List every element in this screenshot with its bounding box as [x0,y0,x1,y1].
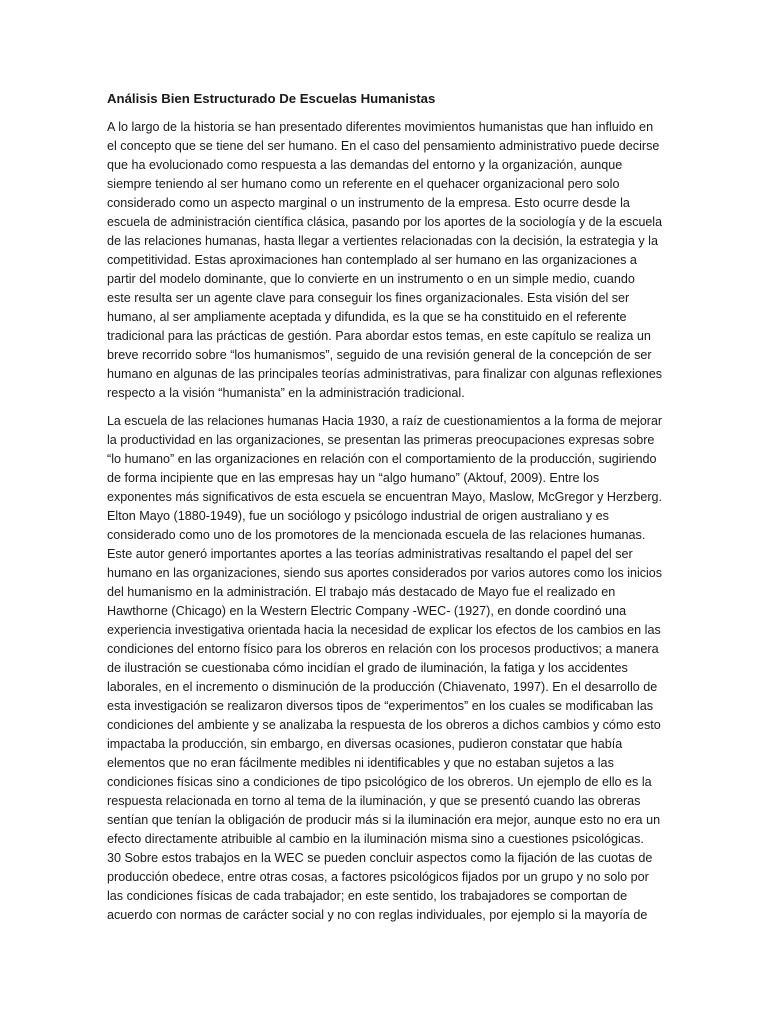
document-page [107,89,662,934]
text-line: exponentes más significativos de esta escuela se encuentran Mayo, Maslow, McGregor y Herzberg. [107,490,662,504]
text-line: experiencia investigativa orientada hacia la necesidad de explicar los efectos de los cambios en las [107,623,661,637]
text-line: breve recorrido sobre “los humanismos”, seguido de una revisión general de la concepción de ser [107,348,652,362]
text-line: la productividad en las organizaciones, se presentan las primeras preocupaciones expresas sobre [107,433,655,447]
text-line: este resulta ser un agente clave para conseguir los fines organizacionales. Esta visión del ser [107,291,630,305]
text-line: condiciones físicas sino a condiciones de tipo psicológico de los obreros. Un ejemplo de ello es la [107,775,652,789]
text-line: de las relaciones humanas, hasta llegar a vertientes relacionadas con la decisión, la estrategia y la [107,234,658,248]
text-line: humano en algunas de las principales teorías administrativas, para finalizar con algunas reflexiones [107,367,663,381]
text-line: “lo humano” en las organizaciones en relación con el comportamiento de la producción, sugiriendo [107,452,657,466]
text-line: laborales, en el incremento o disminución de la producción (Chiavenato, 1997). En el desarrollo de [107,680,658,694]
text-line: esta investigación se realizaron diversos tipos de “experimentos” en los cuales se modificaban las [107,699,654,713]
text-line: que ha evolucionado como respuesta a las demandas del entorno y la organización, aunque [107,158,623,172]
text-line: humano, al ser ampliamente aceptada y difundida, es la que se ha constituido en el referente [107,310,627,324]
text-line: tradicional para las prácticas de gestión. Para abordar estos temas, en este capítulo se realiza un [107,329,651,343]
text-line: humano en las organizaciones, siendo sus aportes considerados por varios autores como los inicios [107,566,663,580]
text-line: Hawthorne (Chicago) en la Western Electric Company -WEC- (1927), en donde coordinó una [107,604,627,618]
paragraph-human-relations [107,412,662,925]
text-line: considerado como un aspecto marginal o un instrumento de la empresa. Esto ocurre desde la [107,196,630,210]
text-line: siempre teniendo al ser humano como un referente en el quehacer organizacional pero solo [107,177,620,191]
document-title: Análisis Bien Estructurado De Escuelas Humanistas [107,91,436,106]
text-line: elementos que no eran fácilmente medibles ni identificables y que no estaban sujetos a las [107,756,614,770]
text-line: Este autor generó importantes aportes a las teorías administrativas resaltando el papel del ser [107,547,633,561]
text-line: respuesta relacionada en torno al tema de la iluminación, y que se presentó cuando las obreras [107,794,641,808]
text-line: Elton Mayo (1880-1949), fue un sociólogo y psicólogo industrial de origen australiano y es [107,509,609,523]
text-line: partir del modelo dominante, que lo convierte en un instrumento o en un simple medio, cuando [107,272,635,286]
text-line: del humanismo en la administración. El trabajo más destacado de Mayo fue el realizado en [107,585,616,599]
text-line: competitividad. Estas aproximaciones han contemplado al ser humano en las organizaciones a [107,253,637,267]
text-line: considerado como uno de los promotores de la mencionada escuela de las relaciones humanas. [107,528,646,542]
text-line: respecto a la visión “humanista” en la administración tradicional. [107,386,465,400]
text-line: de ilustración se cuestionaba cómo incidían el grado de iluminación, la fatiga y los accidentes [107,661,628,675]
text-line: impactaba la producción, sin embargo, en diversas ocasiones, pudieron constatar que había [107,737,623,751]
text-line: acuerdo con normas de carácter social y no con reglas individuales, por ejemplo si la mayoría de [107,908,648,922]
text-line: condiciones del entorno físico para los obreros en relación con los procesos productivos; a manera [107,642,659,656]
text-line: A lo largo de la historia se han presentado diferentes movimientos humanistas que han influido en [107,120,654,134]
text-line: de forma incipiente que en las empresas hay un “algo humano” (Aktouf, 2009). Entre los [107,471,600,485]
text-line: escuela de administración científica clásica, pasando por los aportes de la sociología y de la escuela [107,215,662,229]
paragraph-intro [107,118,662,403]
text-line: el concepto que se tiene del ser humano. En el caso del pensamiento administrativo puede decirse [107,139,660,153]
text-line: sentían que tenían la obligación de producir más si la iluminación era mejor, aunque esto no era un [107,813,661,827]
text-line: producción obedece, entre otras cosas, a factores psicológicos fijados por un grupo y no solo por [107,870,649,884]
text-line: condiciones del ambiente y se analizaba la respuesta de los obreros a dichos cambios y cómo esto [107,718,661,732]
text-line: efecto directamente atribuible al cambio en la iluminación misma sino a cuestiones psicológicas. [107,832,644,846]
text-line: La escuela de las relaciones humanas Hacia 1930, a raíz de cuestionamientos a la forma de mejorar [107,414,663,428]
text-line: las condiciones físicas de cada trabajador; en este sentido, los trabajadores se comportan de [107,889,628,903]
text-line: 30 Sobre estos trabajos en la WEC se pueden concluir aspectos como la fijación de las cuotas de [107,851,653,865]
